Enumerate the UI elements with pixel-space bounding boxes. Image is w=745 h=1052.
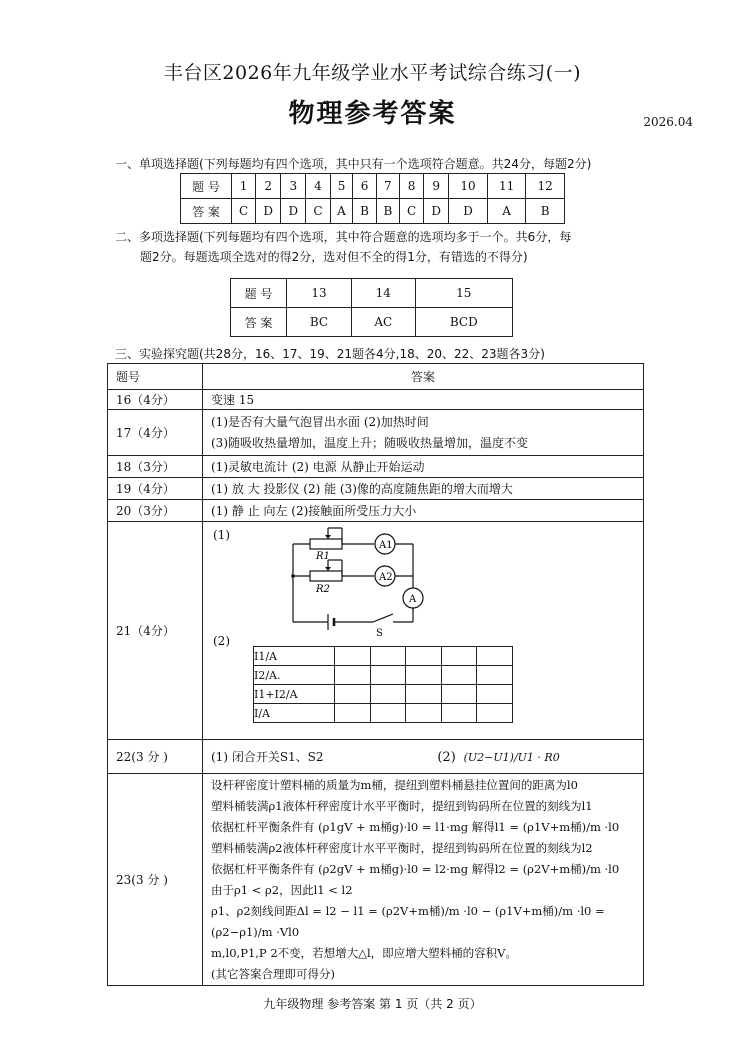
row-label: 答 案 [231, 308, 287, 337]
answer-cell [203, 774, 644, 986]
document-title: 丰台区2026年九年级学业水平考试综合练习(一) [163, 62, 582, 84]
row-header: I2/A. [254, 666, 335, 685]
question-number: 5 [330, 174, 353, 199]
question-label: 21（4分） [108, 522, 203, 740]
answer-text: (1)灵敏电流计 (2) 电源 从静止开始运动 [203, 456, 644, 478]
data-cell [477, 647, 513, 666]
data-cell [406, 685, 442, 704]
section1-table [180, 173, 565, 224]
data-cell [477, 666, 513, 685]
column-header-answer: 答案 [203, 364, 644, 390]
data-row [254, 647, 513, 666]
part2-label: (2) [213, 634, 230, 648]
data-row [254, 685, 513, 704]
question-number: 7 [376, 174, 399, 199]
data-cell [441, 666, 477, 685]
q21-data-table [253, 646, 513, 723]
section2-answer-row [231, 308, 513, 337]
row-label: 题 号 [181, 174, 232, 199]
answer-cell: D [281, 199, 306, 224]
data-cell [406, 704, 442, 723]
row-q19 [108, 478, 644, 500]
row-q17 [108, 410, 644, 456]
row-label: 题 号 [231, 279, 287, 308]
row-q22 [108, 740, 644, 774]
data-cell [335, 704, 371, 723]
section3-heading: 三、实验探究题(共28分，16、17、19、21题各4分,18、20、22、23题各3分) [115, 347, 545, 361]
row-q23 [108, 774, 644, 986]
data-cell [441, 647, 477, 666]
part1-label: (1) [213, 528, 230, 542]
answer-line: m,l0,P1,P 2不变，若想增大△l，即应增大塑料桶的容积V。 [211, 946, 517, 960]
row-q20 [108, 500, 644, 522]
data-cell [370, 647, 406, 666]
answer-line: 设杆秤密度计塑料桶的质量为m桶，提纽到塑料桶悬挂位置间的距离为l0 [211, 778, 578, 792]
row-q18 [108, 456, 644, 478]
question-number: 12 [526, 174, 565, 199]
answer-cell: A [330, 199, 353, 224]
data-cell [335, 666, 371, 685]
row-q16 [108, 390, 644, 410]
row-label: 答 案 [181, 199, 232, 224]
question-number: 9 [424, 174, 449, 199]
section2-heading-line2: 题2分。每题选项全选对的得2分，选对但不全的得1分，有错选的不得分) [140, 250, 528, 264]
section2-number-row [231, 279, 513, 308]
answer-cell: D [424, 199, 449, 224]
data-cell [477, 685, 513, 704]
question-number: 10 [449, 174, 488, 199]
column-header-question: 题号 [108, 364, 203, 390]
question-label: 19（4分） [108, 478, 203, 500]
answer-text: (1) 放 大 投影仪 (2) 能 (3)像的高度随焦距的增大而增大 [203, 478, 644, 500]
answer-note: (其它答案合理即可得分) [211, 967, 335, 981]
data-cell [441, 685, 477, 704]
row-header: I/A [254, 704, 335, 723]
data-cell [370, 666, 406, 685]
question-number: 13 [287, 279, 352, 308]
circuit-diagram [288, 526, 438, 636]
ammeter-a-label: A [409, 594, 417, 605]
data-cell [370, 685, 406, 704]
question-number: 1 [232, 174, 256, 199]
row-q21 [108, 522, 644, 740]
question-label: 17（4分） [108, 410, 203, 456]
section1-heading: 一、单项选择题(下列每题均有四个选项，其中只有一个选项符合题意。共24分，每题2分) [115, 157, 592, 171]
answer-cell: AC [351, 308, 415, 337]
question-label: 22(3 分 ) [108, 740, 203, 774]
question-label: 16（4分） [108, 390, 203, 410]
answer-cell: D [449, 199, 488, 224]
question-number: 15 [415, 279, 512, 308]
data-cell [335, 685, 371, 704]
question-number: 4 [306, 174, 330, 199]
data-row [254, 666, 513, 685]
answer-cell: BC [287, 308, 352, 337]
answer-cell: A [487, 199, 526, 224]
answer-text: 变速 15 [203, 390, 644, 410]
ammeter-a1-label: A1 [379, 540, 393, 551]
answer-line: (3)随吸收热量增加，温度上升；随吸收热量增加，温度不变 [211, 435, 529, 450]
question-label: 20（3分） [108, 500, 203, 522]
answer-cell: C [306, 199, 330, 224]
answer-cell: D [256, 199, 281, 224]
section2-heading-line1: 二、多项选择题(下列每题均有四个选项，其中符合题意的选项均多于一个。共6分，每 [115, 230, 572, 244]
answer-cell: B [376, 199, 399, 224]
answer-cell: C [399, 199, 423, 224]
page-footer: 九年级物理 参考答案 第 1 页（共 2 页） [263, 997, 482, 1011]
answer-line: 依据杠杆平衡条件有 (ρ2gV + m桶g)·l0 = l2·mg 解得l2 = (ρ2V+m桶)/m ·l0 [211, 862, 620, 876]
question-label: 23(3 分 ) [108, 774, 203, 986]
answer-line: 依据杠杆平衡条件有 (ρ1gV + m桶g)·l0 = l1·mg 解得l1 = (ρ1V+m桶)/m ·l0 [211, 820, 620, 834]
question-number: 8 [399, 174, 423, 199]
section3-header-row [108, 364, 644, 390]
question-number: 6 [353, 174, 376, 199]
section2-table [230, 278, 513, 337]
answer-line: 由于ρ1 < ρ2，因此l1 < l2 [211, 883, 353, 897]
question-number: 14 [351, 279, 415, 308]
row-header: I1+I2/A [254, 685, 335, 704]
formula: (U2−U1)/U1 · R0 [463, 751, 560, 764]
question-number: 2 [256, 174, 281, 199]
answer-cell [203, 740, 644, 774]
data-cell [477, 704, 513, 723]
answer-line: (1)是否有大量气泡冒出水面 (2)加热时间 [211, 414, 429, 429]
data-cell [406, 647, 442, 666]
section1-answer-row [181, 199, 565, 224]
question-label: 18（3分） [108, 456, 203, 478]
answer-cell: C [232, 199, 256, 224]
answer-cell [203, 522, 644, 740]
document-subtitle: 物理参考答案 [288, 99, 457, 129]
data-row [254, 704, 513, 723]
data-cell [406, 666, 442, 685]
ammeter-a2-label: A2 [379, 572, 393, 583]
data-cell [335, 647, 371, 666]
question-number: 11 [487, 174, 526, 199]
answer-line: ρ1、ρ2刻线间距Δl = l2 − l1 = (ρ2V+m桶)/m ·l0 − (ρ1V+m桶)/m ·l0 = (ρ2−ρ1)/m ·Vl0 [211, 904, 605, 939]
answer-cell [203, 410, 644, 456]
r1-label: R1 [316, 551, 330, 562]
answer-cell: BCD [415, 308, 512, 337]
answer-text: (1) 静 止 向左 (2)接触面所受压力大小 [203, 500, 644, 522]
document-date: 2026.04 [643, 115, 693, 129]
data-cell [370, 704, 406, 723]
switch-label: S [376, 628, 383, 636]
row-header: I1/A [254, 647, 335, 666]
section3-table [107, 363, 644, 986]
answer-line: 塑料桶装满ρ1液体杆秤密度计水平平衡时，提纽到钩码所在位置的刻线为l1 [211, 799, 593, 813]
section1-number-row [181, 174, 565, 199]
part1-text: (1) 闭合开关S1、S2 [211, 750, 324, 764]
question-number: 3 [281, 174, 306, 199]
data-cell [441, 704, 477, 723]
r2-label: R2 [316, 584, 330, 595]
part2-label: (2) [437, 750, 456, 765]
answer-cell: B [353, 199, 376, 224]
answer-cell: B [526, 199, 565, 224]
answer-line: 塑料桶装满ρ2液体杆秤密度计水平平衡时，提纽到钩码所在位置的刻线为l2 [211, 841, 593, 855]
